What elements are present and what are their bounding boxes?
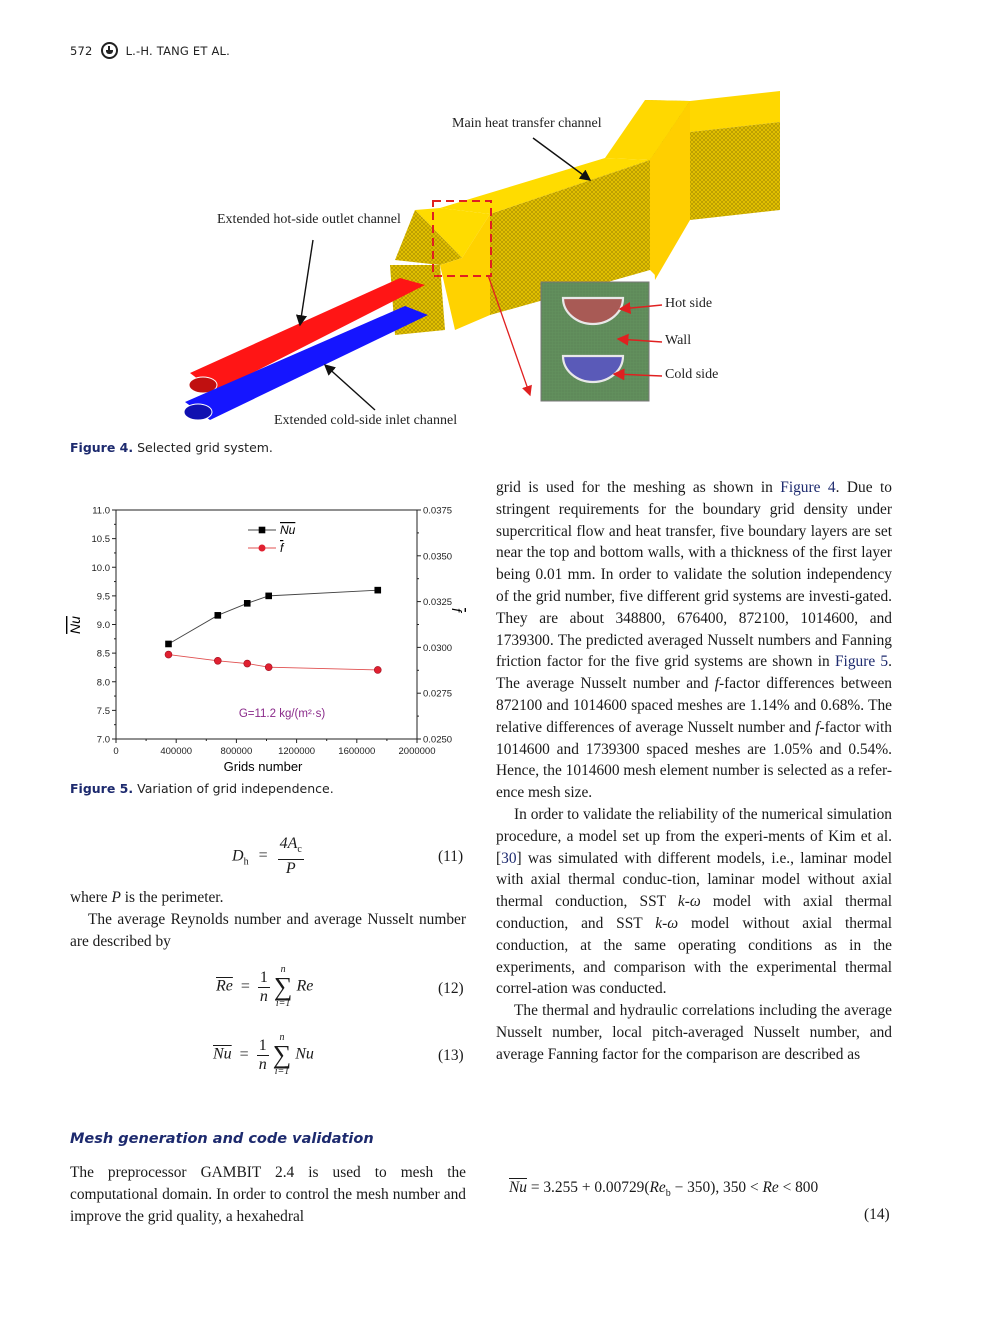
legend-label-nu: Nu <box>280 523 296 537</box>
cold-inlet-arrow <box>325 365 375 410</box>
plot-frame <box>116 510 417 739</box>
equation-14-label: (14) <box>864 1206 890 1223</box>
data-point-nu <box>244 600 251 607</box>
eq13-rhs: Nu <box>295 1045 314 1063</box>
paragraph-where <box>70 887 466 909</box>
right-column-text <box>496 477 892 1066</box>
equation-12: $\overline{Re}$ = $\frac{1}{n}$ n ∑ i=1 Re <box>216 964 314 1009</box>
eq14-re: Re <box>649 1179 666 1196</box>
eq14-re-sub: b <box>665 1188 671 1200</box>
y-left-tick-label: 10.5 <box>91 534 110 546</box>
equation-11: $D_h$ = $\frac{4A_c}{P}$ <box>232 835 302 878</box>
y-left-tick-label: 9.0 <box>96 620 110 631</box>
text: -factor with 1014600 and 1739300 spaced meshes are 1.05% and 0.54%. Hence, the 1014600 mesh element number is selected as a refer-ence mesh size. <box>496 718 893 802</box>
page-number: 572 <box>70 43 93 58</box>
eq13-lhs: $\overline{Nu}$ <box>213 1045 232 1063</box>
var-f: f <box>815 718 820 736</box>
y-right-tick-label: 0.0375 <box>423 505 453 517</box>
y-right-tick-label: 0.0275 <box>423 688 453 700</box>
running-head-authors: L.-H. TANG ET AL. <box>125 43 230 58</box>
y-left-tick-label: 8.5 <box>96 648 110 660</box>
eq14-lhs: $\overline{Nu}$ <box>509 1179 527 1196</box>
text: In order to validate the reliability of the numerical simulation procedure, a model set up from the experi-ments of Kim et al. [ <box>496 805 892 867</box>
data-point-f <box>244 660 251 667</box>
eq11-lhs: D <box>232 847 244 865</box>
eq12-lhs: $\overline{Re}$ <box>216 977 233 995</box>
label-hot-outlet: Extended hot-side outlet channel <box>217 212 401 227</box>
paragraph-averages: The average Reynolds number and average Nusselt number are described by <box>70 910 466 950</box>
y-left-tick-label: 7.5 <box>96 705 110 717</box>
legend-label-f: f <box>280 541 284 555</box>
eq12-frac-num: 1 <box>259 968 268 986</box>
var-p: P <box>111 889 121 906</box>
figure-5-caption <box>70 781 334 796</box>
label-cold-inlet: Extended cold-side inlet channel <box>274 413 458 428</box>
label-cold-side: Cold side <box>665 367 719 382</box>
data-point-f <box>265 664 272 671</box>
label-hot-side: Hot side <box>665 296 713 311</box>
reference-30-link[interactable]: 30 <box>501 849 517 867</box>
eq13-frac-den: n <box>258 1055 267 1073</box>
figure-5-link[interactable]: Figure 5 <box>834 653 889 671</box>
running-head <box>70 42 230 59</box>
figure-4-illustration <box>0 80 990 440</box>
var-k-omega: k-ω <box>655 914 679 932</box>
x-tick-label: 1600000 <box>338 746 376 757</box>
figure-4-link[interactable]: Figure 4 <box>780 479 836 496</box>
text: model with axial thermal conduction, and SST <box>496 893 892 932</box>
eq13-sum-lower: i=1 <box>274 1066 290 1077</box>
y-right-axis-label: f <box>449 608 465 612</box>
figure-5-number: Figure 5. <box>70 781 134 796</box>
figure-4-caption <box>70 440 273 455</box>
x-tick-label: 0 <box>113 746 119 757</box>
eq12-frac-den: n <box>259 987 268 1005</box>
eq13-sum-upper: n <box>279 1032 285 1043</box>
x-tick-label: 800000 <box>220 746 253 757</box>
eq12-sum-upper: n <box>280 964 286 975</box>
figure-4-caption-text: Selected grid system. <box>137 440 273 455</box>
equation-14 <box>509 1179 818 1199</box>
y-left-axis-label: Nu <box>67 616 83 634</box>
cross-section-inset <box>541 282 662 401</box>
equation-13: $\overline{Nu}$ = $\frac{1}{n}$ n ∑ i=1 Nu <box>213 1032 314 1077</box>
series-line-f <box>168 655 377 670</box>
eq11-lhs-sub: h <box>243 856 249 868</box>
equation-13-label: (13) <box>438 1047 464 1064</box>
paragraph-grid <box>496 477 892 804</box>
eq14-text: = 3.255 + 0.00729( <box>526 1179 650 1196</box>
data-point-f <box>165 651 172 658</box>
text: model without axial thermal conduction, at the same operating conditions as in the experiments, and comparison with the experimental thermal correl-ation was conducted. <box>496 914 892 998</box>
figure-4-number: Figure 4. <box>70 440 134 455</box>
series-line-nu <box>168 590 377 644</box>
text: . Due to stringent requirements for the boundary grid density under supercritical flow and heat transfer, five boundary layers are set near the top and bottom walls, with a thickness of the first layer being 0.01 mm. In order to validate the solution independency of the grid number, five different grid systems are investi-gated. They are about 348800, 676400, 872100, 1014600, and 1739300. The predicted averaged Nusselt numbers and Fanning friction factor for the five grid systems are shown in <box>496 479 893 671</box>
left-column-text <box>70 887 466 952</box>
y-right-tick-label: 0.0250 <box>423 734 453 746</box>
paragraph-mesh: The preprocessor GAMBIT 2.4 is used to mesh the computational domain. In order to control the mesh number and improve the grid quality, a hexahedral <box>70 1164 466 1225</box>
eq14-re2: Re <box>762 1179 779 1196</box>
eq12-rhs: Re <box>296 977 314 995</box>
hot-side-pipe <box>189 278 425 393</box>
data-point-nu <box>214 612 221 619</box>
y-right-tick-label: 0.0300 <box>423 642 453 654</box>
eq14-text: < 800 <box>778 1179 819 1196</box>
legend-marker-nu <box>259 527 266 534</box>
publisher-logo-icon <box>101 42 118 59</box>
data-point-nu <box>165 641 172 648</box>
y-left-tick-label: 10.0 <box>91 562 110 574</box>
y-right-tick-label: 0.0325 <box>423 597 453 609</box>
eq11-denominator: P <box>285 860 296 878</box>
data-point-nu <box>374 587 381 594</box>
label-wall: Wall <box>665 333 692 348</box>
var-f: f <box>714 675 720 693</box>
equation-12-label: (12) <box>438 980 464 997</box>
x-tick-label: 2000000 <box>398 746 436 757</box>
section-heading: Mesh generation and code validation <box>70 1131 374 1147</box>
var-k-omega: k-ω <box>677 893 701 911</box>
y-right-tick-label: 0.0350 <box>423 551 453 563</box>
text: is the perimeter. <box>120 889 224 906</box>
data-point-f <box>214 657 221 664</box>
paragraph-correlations: The thermal and hydraulic correlations including the average Nusselt number, local pitch-averaged Nusselt number, and average Fanning factor for the comparison are described as <box>496 1002 892 1063</box>
x-axis-label: Grids number <box>223 759 303 774</box>
text: . The average Nusselt number and <box>496 653 892 693</box>
text: where <box>70 889 112 906</box>
eq12-sum-lower: i=1 <box>275 998 291 1009</box>
chart-annotation: G=11.2 kg/(m²·s) <box>238 708 326 720</box>
y-left-tick-label: 9.5 <box>96 591 110 603</box>
eq11-numerator: 4A <box>279 835 298 852</box>
data-point-nu <box>265 593 272 600</box>
eq13-frac-num: 1 <box>258 1036 267 1054</box>
figure-4 <box>0 80 990 440</box>
eq14-text: − 350), 350 < <box>670 1179 763 1196</box>
text: grid is used for the meshing as shown in <box>496 479 781 496</box>
eq11-numerator-sub: c <box>297 844 302 856</box>
figure-5-caption-text: Variation of grid independence. <box>137 781 334 796</box>
text: ] was simulated with different models, i.e., laminar model with axial thermal conduc-tion, laminar model without axial thermal conduction, SST <box>496 849 892 911</box>
equation-11-label: (11) <box>438 848 464 865</box>
y-left-tick-label: 7.0 <box>96 734 110 746</box>
text: -factor differences between 872100 and 1014600 spaced meshes are 1.14% and 0.68%. The relative differences of average Nusselt number and <box>496 675 892 736</box>
hot-outlet-arrow <box>300 240 313 325</box>
chart-svg <box>60 495 465 780</box>
paragraph-validation <box>496 804 892 1000</box>
y-left-tick-label: 11.0 <box>92 505 110 517</box>
data-point-f <box>374 666 381 673</box>
figure-5-chart <box>60 495 465 780</box>
legend-marker-f <box>259 545 266 552</box>
x-tick-label: 1200000 <box>278 746 316 757</box>
x-tick-label: 400000 <box>160 746 193 757</box>
y-left-tick-label: 8.0 <box>96 677 110 689</box>
label-main-channel: Main heat transfer channel <box>452 116 602 131</box>
